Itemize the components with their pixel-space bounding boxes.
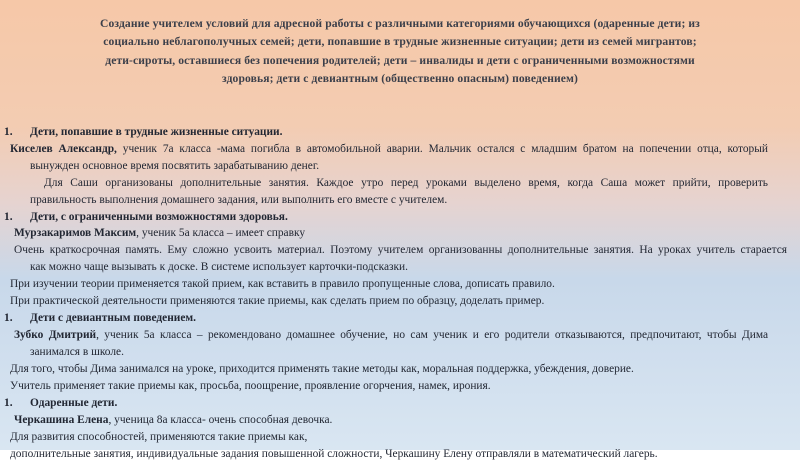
- section-number: 1.: [4, 397, 13, 409]
- student-intro: , ученик 5а класса – рекомендовано домашнее обучение, но сам ученик и его родители отказываются, предпочитают, чтобы Дима: [96, 329, 768, 341]
- section-heading: Дети с девиантным поведением.: [30, 312, 197, 324]
- paragraph-line: [14, 225, 305, 242]
- paragraph-line: [10, 141, 768, 158]
- slide-title: Создание учителем условий для адресной работы с различными категориями обучающихся (одаренные дети; из социально неблагополучных семей; дети, попавшие в трудные жизненные ситуации; дети из семей мигрантов; дети-сироты, оставшиеся без попечения родителей; дети – инвалиды и дети с ограниченными возможностями здоровья; дети с девиантным (общественно опасным) поведением): [100, 17, 700, 85]
- paragraph-line: При практической деятельности применяются такие приемы, как сделать прием по образцу, доделать пример.: [10, 295, 545, 307]
- paragraph-line: занимался в школе.: [30, 346, 124, 358]
- section-heading: Одаренные дети.: [30, 397, 118, 409]
- student-intro: , ученик 5а класса – имеет справку: [136, 227, 306, 239]
- section-heading: Дети, с ограниченными возможностями здоровья.: [30, 211, 288, 223]
- section-number: 1.: [4, 312, 13, 324]
- paragraph-line: вынужден основное время посвятить зарабатыванию денег.: [30, 160, 320, 172]
- paragraph-line: Очень краткосрочная память. Ему сложно усвоить материал. Поэтому учителем организованны дополнительные занятия. На уроках учитель старается: [14, 244, 787, 256]
- paragraph-line: Для Саши организованы дополнительные занятия. Каждое утро перед уроками выделено время, когда Саша может прийти, проверить: [44, 177, 768, 189]
- paragraph-line: При изучении теории применяется такой прием, как вставить в правило пропущенные слова, дописать правило.: [10, 278, 555, 290]
- paragraph-line: [14, 327, 768, 344]
- paragraph-line: правильность выполнения домашнего задания, или выполнить его вместе с учителем.: [30, 194, 448, 206]
- student-name: Зубко Дмитрий: [14, 329, 97, 341]
- student-name: Черкашина Елена: [14, 414, 109, 426]
- paragraph-line: дополнительные занятия, индивидуальные задания повышенной сложности, Черкашину Елену отправляли в математический лагерь.: [10, 448, 658, 460]
- section-number: 1.: [4, 211, 13, 223]
- student-intro: , ученица 8а класса- очень способная девочка.: [108, 414, 333, 426]
- paragraph-line: [14, 412, 332, 429]
- student-name: Киселев Александр,: [10, 143, 117, 155]
- section-heading: Дети, попавшие в трудные жизненные ситуации.: [30, 126, 283, 138]
- student-intro: ученик 7а класса -мама погибла в автомобильной аварии. Мальчик остался с младшим братом на попечении отца, который: [116, 143, 768, 155]
- paragraph-line: Для развития способностей, применяются такие приемы как,: [10, 431, 308, 443]
- paragraph-line: как можно чаще вызывать к доске. В системе использует карточки-подсказки.: [30, 261, 408, 273]
- student-name: Мурзакаримов Максим: [14, 227, 137, 239]
- paragraph-line: Для того, чтобы Дима занимался на уроке, приходится применять такие методы как, моральная поддержка, убеждения, доверие.: [10, 363, 634, 375]
- paragraph-line: Учитель применяет такие приемы как, просьба, поощрение, проявление огорчения, намек, ирония.: [10, 380, 491, 392]
- section-number: 1.: [4, 126, 13, 138]
